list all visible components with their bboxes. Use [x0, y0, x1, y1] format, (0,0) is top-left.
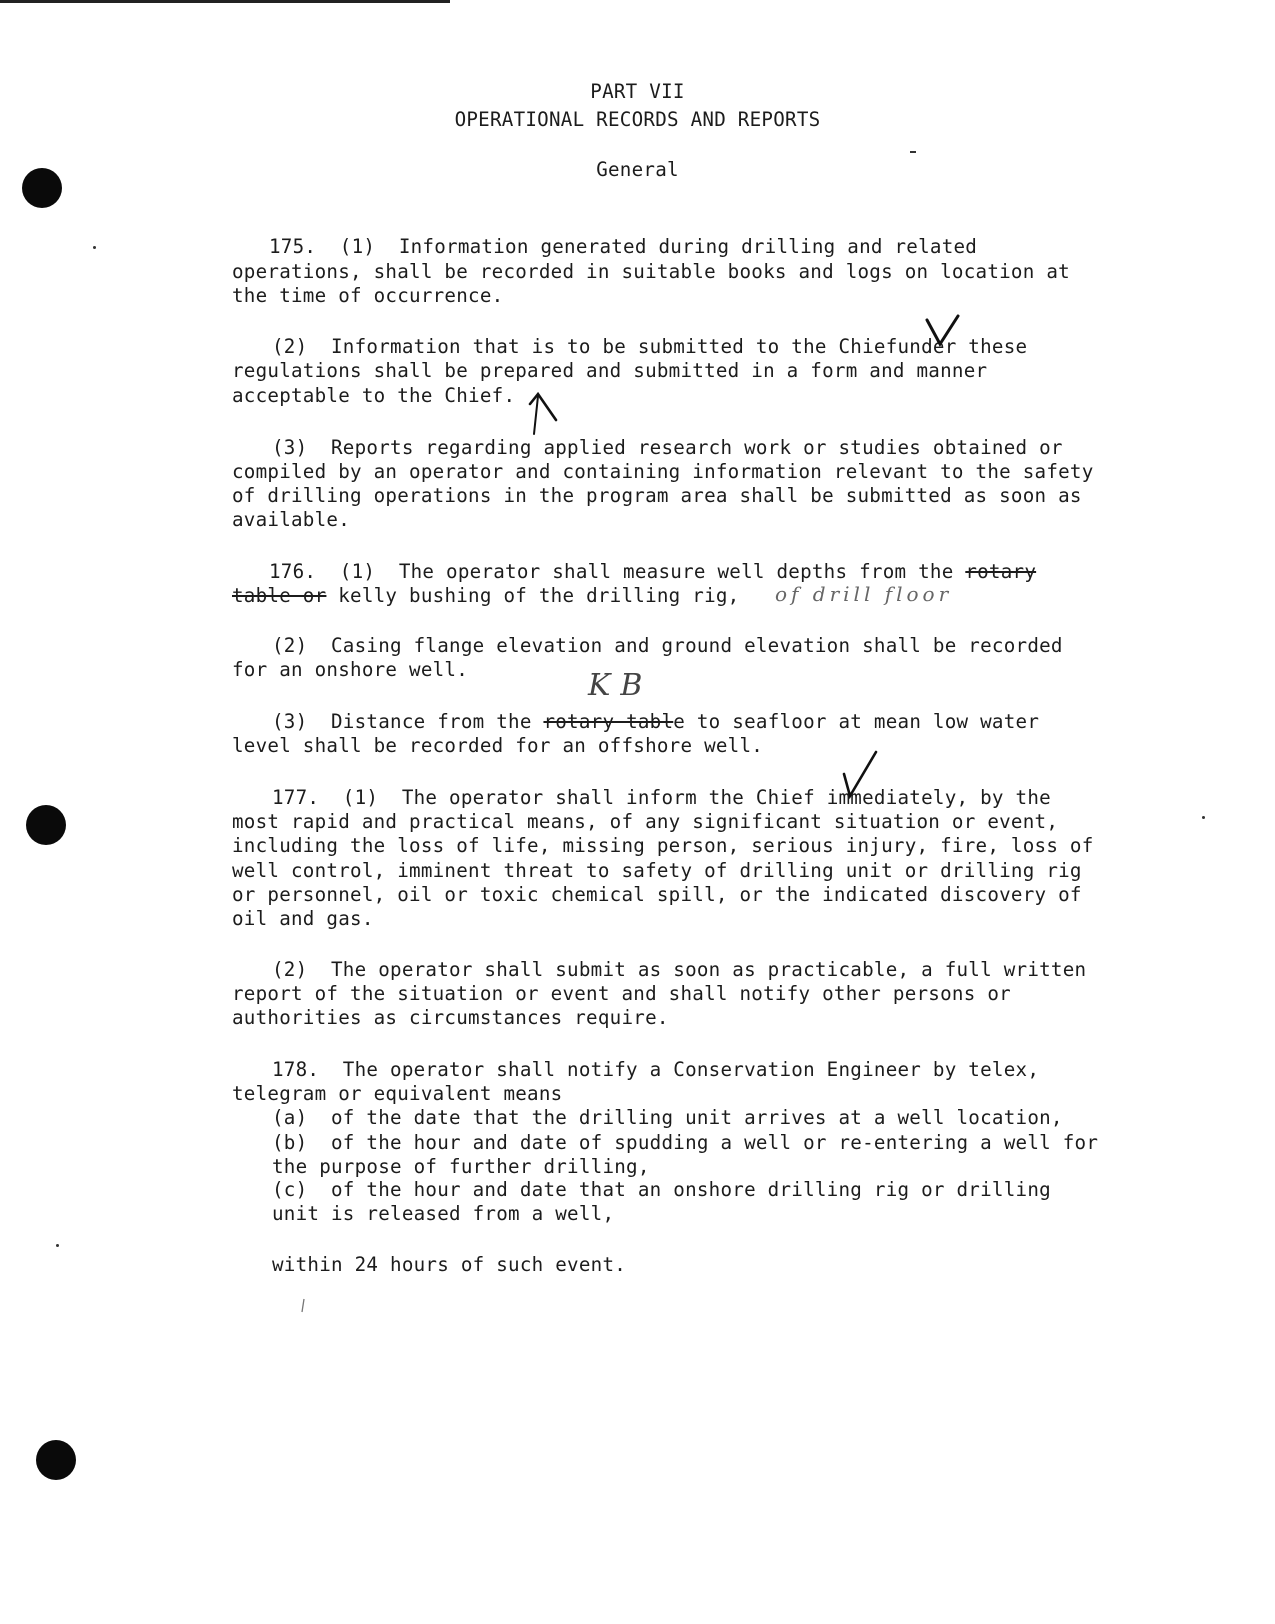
s177-line-6: oil and gas. — [232, 907, 374, 930]
handwritten-initials-kb: KB — [588, 668, 653, 703]
s178-item-c-line-2: unit is released from a well, — [272, 1202, 615, 1225]
s177-line-5: or personnel, oil or toxic chemical spill, or the indicated discovery of — [232, 883, 1082, 906]
s175-3-line-1: (3) Reports regarding applied research work or studies obtained or — [272, 436, 1063, 459]
handwritten-check-mark — [924, 314, 964, 348]
s175-2-line-2: regulations shall be prepared and submitted in a form and manner — [232, 359, 988, 382]
punch-hole-bottom — [36, 1440, 76, 1480]
s176-text-b: kelly bushing of the drilling rig, — [326, 584, 740, 607]
page-title: OPERATIONAL RECORDS AND REPORTS — [454, 108, 821, 131]
speck — [93, 246, 96, 249]
speck — [56, 1244, 59, 1247]
s177-2-line-1: (2) The operator shall submit as soon as practicable, a full written — [272, 958, 1087, 981]
s177-line-3: including the loss of life, missing person, serious injury, fire, loss of — [232, 834, 1094, 857]
s178-line-2: telegram or equivalent means — [232, 1082, 563, 1105]
s175-3-line-3: of drilling operations in the program area shall be submitted as soon as — [232, 484, 1082, 507]
s178-closing: within 24 hours of such event. — [272, 1253, 627, 1276]
s175-3-line-4: available. — [232, 508, 351, 531]
s176-3-line-2: level shall be recorded for an offshore well. — [232, 734, 764, 757]
pen-speck — [300, 1298, 308, 1314]
s176-2-line-2: for an onshore well. — [232, 658, 469, 681]
s178-item-a: (a) of the date that the drilling unit arrives at a well location, — [272, 1106, 1063, 1129]
section-heading: General — [596, 158, 679, 181]
s175-2-text-b: under these — [897, 335, 1028, 358]
s177-text-b: immediately, by the — [814, 786, 1051, 809]
s177-text-a: 177. (1) The operator shall inform the Chief — [272, 786, 815, 809]
s175-2-line-1 — [272, 335, 1027, 359]
s177-line-2: most rapid and practical means, of any significant situation or event, — [232, 810, 1059, 833]
s178-line-1: 178. The operator shall notify a Conservation Engineer by telex, — [272, 1058, 1040, 1081]
speck — [910, 151, 916, 153]
s175-line-1: 175. (1) Information generated during drilling and related — [269, 235, 978, 258]
s176-3-line-1 — [272, 710, 1039, 734]
scan-edge-bar — [0, 0, 450, 3]
s176-line-2 — [232, 584, 740, 608]
s175-2-text-a: (2) Information that is to be submitted to the Chief — [272, 335, 898, 358]
s176-text-a: 176. (1) The operator shall measure well depths from the — [269, 560, 966, 583]
s176-2-line-1: (2) Casing flange elevation and ground elevation shall be recorded — [272, 634, 1063, 657]
struck-text-table-or: table or — [232, 584, 327, 607]
s178-item-b-line-1: (b) of the hour and date of spudding a well or re-entering a well for — [272, 1131, 1099, 1154]
s177-2-line-3: authorities as circumstances require. — [232, 1006, 669, 1029]
s177-line-1 — [272, 786, 1051, 810]
s177-2-line-2: report of the situation or event and shall notify other persons or — [232, 982, 1011, 1005]
s178-item-b-line-2: the purpose of further drilling, — [272, 1155, 650, 1178]
struck-text-rotary-tabl: rotary tabl — [543, 710, 674, 733]
speck — [1202, 816, 1205, 819]
punch-hole-middle — [26, 805, 66, 845]
part-heading: PART VII — [590, 80, 685, 103]
s175-line-2: operations, shall be recorded in suitable books and logs on location at — [232, 260, 1070, 283]
s175-3-line-2: compiled by an operator and containing information relevant to the safety — [232, 460, 1094, 483]
struck-text-rotary: rotary — [965, 560, 1037, 583]
handwritten-insert-drill-floor: of drill floor — [775, 582, 953, 606]
s177-line-4: well control, imminent threat to safety of drilling unit or drilling rig — [232, 859, 1082, 882]
s175-line-3: the time of occurrence. — [232, 284, 504, 307]
s176-3-text-a: (3) Distance from the — [272, 710, 544, 733]
s175-2-line-3: acceptable to the Chief. — [232, 384, 516, 407]
s176-3-text-b: e to seafloor at mean low water — [673, 710, 1040, 733]
handwritten-caret-mark — [528, 390, 568, 436]
s178-item-c-line-1: (c) of the hour and date that an onshore drilling rig or drilling — [272, 1178, 1051, 1201]
s176-line-1 — [269, 560, 1036, 584]
